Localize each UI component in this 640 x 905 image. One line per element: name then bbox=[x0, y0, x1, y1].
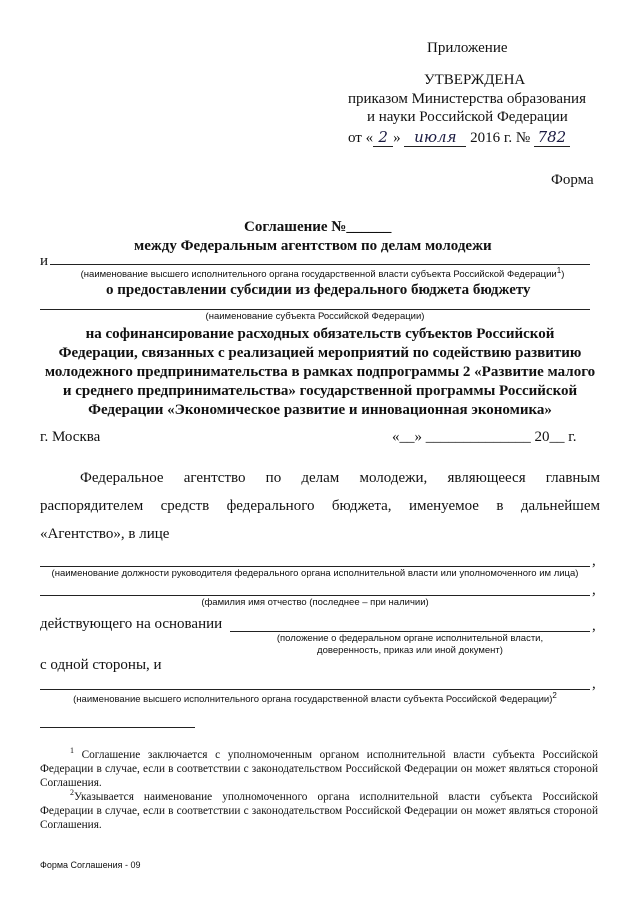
position-caption: (наименование должности руководителя федерального органа исполнительной власти или уполномоченного им лица) bbox=[51, 568, 579, 579]
word: распорядителем bbox=[40, 498, 144, 514]
word: дальнейшем bbox=[520, 498, 600, 514]
title-body-line: молодежного предпринимательства в рамках подпрограммы 2 «Развитие малого bbox=[44, 364, 596, 380]
footnote-1 bbox=[40, 744, 598, 790]
word: агентство bbox=[183, 470, 246, 486]
acting-basis-label: действующего на основании bbox=[40, 616, 223, 632]
paragraph-line-2 bbox=[40, 498, 600, 515]
footnote-mark: 2 bbox=[70, 788, 74, 797]
one-side-label: с одной стороны, и bbox=[40, 657, 162, 673]
word: именуемое bbox=[408, 498, 479, 514]
title-body-line: Федерации, связанных с реализацией мероприятий по содействию развитию bbox=[58, 345, 582, 361]
subject-name-caption: (наименование субъекта Российской Федерации) bbox=[205, 311, 425, 322]
comma: , bbox=[592, 553, 596, 569]
word: главным bbox=[545, 470, 600, 486]
date-number: 782 bbox=[534, 128, 570, 147]
word: федерального bbox=[226, 498, 315, 514]
word: Федеральное bbox=[80, 470, 164, 486]
title-body-line: Федерации «Экономическое развитие и инновационная экономика» bbox=[88, 402, 552, 418]
title-body bbox=[30, 325, 610, 420]
approved-label: УТВЕРЖДЕНА bbox=[424, 72, 526, 88]
word: средств bbox=[160, 498, 210, 514]
date-prefix: от « bbox=[348, 130, 374, 146]
and-label: и bbox=[40, 253, 49, 269]
subsidy-title: о предоставлении субсидии из федерального бюджета бюджету bbox=[106, 282, 531, 298]
form-label: Форма bbox=[551, 172, 594, 188]
footnote-separator bbox=[40, 727, 195, 728]
date-month: июля bbox=[404, 128, 466, 147]
subject-authority-caption: (наименование высшего исполнительного органа государственной власти субъекта Российской Федерации$^1$) bbox=[80, 266, 565, 281]
footnote-mark: 1 bbox=[70, 746, 74, 755]
word: молодежи, bbox=[359, 470, 428, 486]
form-footer: Форма Соглашения - 09 bbox=[40, 860, 141, 870]
acting-basis-line bbox=[230, 631, 590, 632]
appendix-label: Приложение bbox=[427, 40, 508, 56]
subject-authority-caption-2: (наименование высшего исполнительного органа государственной власти субъекта Российской Федерации)$^2$ bbox=[73, 691, 557, 706]
comma: , bbox=[592, 582, 596, 598]
title-body-line: на софинансирование расходных обязательств субъектов Российской bbox=[85, 326, 555, 342]
comma: , bbox=[592, 676, 596, 692]
word: по bbox=[265, 470, 282, 486]
acting-basis-caption-1: (положение о федеральном органе исполнительной власти, bbox=[276, 633, 544, 644]
word: бюджета, bbox=[331, 498, 392, 514]
agreement-date: «__» ______________ 20__ г. bbox=[392, 429, 577, 445]
subject-authority-line bbox=[50, 264, 590, 265]
comma: , bbox=[592, 618, 596, 634]
footnote-text: Указывается наименование уполномоченного органа исполнительной власти субъекта Российской Федерации в случае, если в соответствии с законодательством Российской Федерации он может являться стороной Соглашения. bbox=[40, 790, 598, 831]
footnote-text: Соглашение заключается с уполномоченным органом исполнительной власти субъекта Российской Федерации в случае, если в соответствии с законодательством Российской Федерации он может являться стороной Соглашения. bbox=[40, 748, 598, 789]
subject-name-line bbox=[40, 309, 590, 310]
word: в bbox=[496, 498, 504, 514]
date-mid: » bbox=[393, 130, 401, 146]
date-day: 2 bbox=[373, 128, 393, 147]
footnote-2 bbox=[40, 786, 598, 832]
word: делам bbox=[301, 470, 340, 486]
order-date-line bbox=[348, 128, 570, 147]
fio-caption: (фамилия имя отчество (последнее – при наличии) bbox=[201, 597, 429, 608]
acting-basis-caption-2: доверенность, приказ или иной документ) bbox=[317, 645, 503, 656]
word: являющееся bbox=[447, 470, 526, 486]
title-body-line: и среднего предпринимательства» государственной программы Российской bbox=[62, 383, 578, 399]
order-line-1: приказом Министерства образования bbox=[348, 91, 586, 107]
agreement-number-title: Соглашение №______ bbox=[244, 219, 392, 235]
subject-authority-line-2 bbox=[40, 689, 590, 690]
paragraph-line-1 bbox=[80, 470, 600, 487]
order-line-2: и науки Российской Федерации bbox=[367, 109, 568, 125]
city-label: г. Москва bbox=[40, 429, 101, 445]
fio-line bbox=[40, 595, 590, 596]
agreement-parties-title: между Федеральным агентством по делам молодежи bbox=[134, 238, 492, 254]
paragraph-line-3: «Агентство», в лице bbox=[40, 526, 170, 542]
position-line bbox=[40, 566, 590, 567]
date-year: 2016 г. № bbox=[470, 130, 531, 146]
